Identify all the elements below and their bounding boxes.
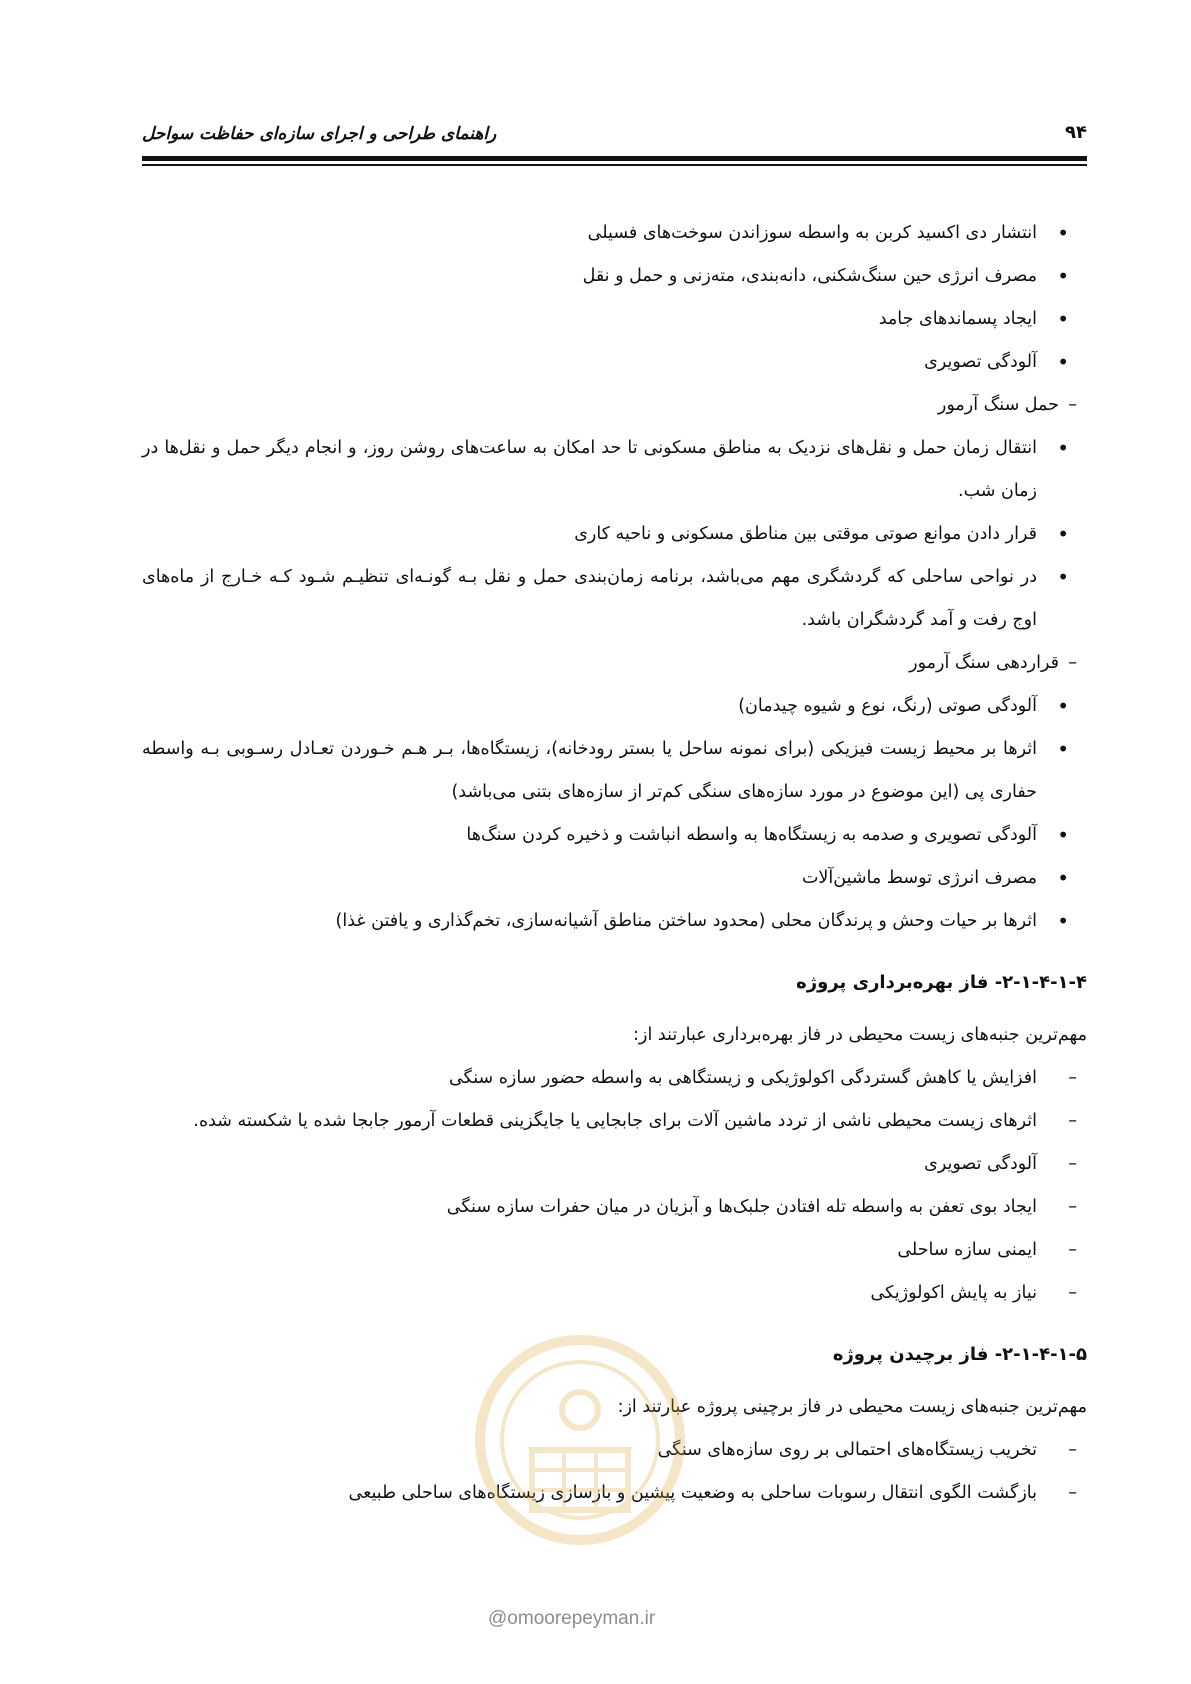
section-heading: ۲-۱-۴-۱-۵- فاز برچیدن پروژه xyxy=(832,1344,1087,1365)
at-icon: @ xyxy=(488,1608,508,1629)
dash-item: – ایجاد بوی تعفن به واسطه تله افتادن جلبک‌ها و آبزیان در میان حفرات سازه سنگی xyxy=(142,1186,1087,1229)
list-item: • اثرها بر محیط زیست فیزیکی (برای نمونه ساحل یا بستر رودخانه)، زیستگاه‌ها، بـر هـم خـوردن تعـادل رسـوبی بـه واسطه حفاری پی (این موضوع در مورد سازه‌های سنگی کم‌تر از سازه‌های بتنی می‌باشد) xyxy=(142,728,1087,814)
page-number: ۹۴ xyxy=(1065,122,1087,143)
dash-item: – نیاز به پایش اکولوژیکی xyxy=(142,1272,1087,1315)
watermark-seal-icon xyxy=(470,1330,690,1590)
dash-item: – تخریب زیستگاه‌های احتمالی بر روی سازه‌های سنگی xyxy=(142,1429,1087,1472)
dash-item: – قراردهی سنگ آرمور xyxy=(142,642,1087,685)
dash-item: – ایمنی سازه ساحلی xyxy=(142,1229,1087,1272)
dash-item: – حمل سنگ آرمور xyxy=(142,384,1087,427)
list-item: • اثرها بر حیات وحش و پرندگان محلی (محدود ساختن مناطق آشیانه‌سازی، تخم‌گذاری و یافتن غذا) xyxy=(142,900,1087,943)
book-title: راهنمای طراحی و اجرای سازه‌ای حفاظت سواحل xyxy=(142,124,497,144)
watermark-site-text: omoorepeyman.ir xyxy=(507,1608,656,1629)
list-item: • مصرف انرژی توسط ماشین‌آلات xyxy=(142,857,1087,900)
paragraph: مهم‌ترین جنبه‌های زیست محیطی در فاز بهره‌برداری عبارتند از: xyxy=(633,1025,1087,1045)
header-rule-thick xyxy=(142,156,1087,161)
dash-item: – آلودگی تصویری xyxy=(142,1143,1087,1186)
watermark-site xyxy=(488,1608,655,1630)
page-header xyxy=(142,118,1087,152)
list-item: • انتقال زمان حمل و نقل‌های نزدیک به مناطق مسکونی تا حد امکان به ساعت‌های روشن روز، و انجام دیگر حمل و نقل‌ها در زمان شب. xyxy=(142,427,1087,513)
section-heading: ۲-۱-۴-۱-۴- فاز بهره‌برداری پروژه xyxy=(796,972,1087,993)
list-item: • مصرف انرژی حین سنگ‌شکنی، دانه‌بندی، مته‌زنی و حمل و نقل xyxy=(142,255,1087,298)
dash-item: – افزایش یا کاهش گستردگی اکولوژیکی و زیستگاهی به واسطه حضور سازه سنگی xyxy=(142,1057,1087,1100)
paragraph: مهم‌ترین جنبه‌های زیست محیطی در فاز برچینی پروژه عبارتند از: xyxy=(617,1397,1087,1417)
list-item: • آلودگی تصویری xyxy=(142,341,1087,384)
list-item: • آلودگی تصویری و صدمه به زیستگاه‌ها به واسطه انباشت و ذخیره کردن سنگ‌ها xyxy=(142,814,1087,857)
list-item: • آلودگی صوتی (رنگ، نوع و شیوه چیدمان) xyxy=(142,685,1087,728)
dash-item: – بازگشت الگوی انتقال رسوبات ساحلی به وضعیت پیشین و بازسازی زیستگاه‌های ساحلی طبیعی xyxy=(142,1472,1087,1515)
list-item: • قرار دادن موانع صوتی موقتی بین مناطق مسکونی و ناحیه کاری xyxy=(142,513,1087,556)
dash-item: – اثرهای زیست محیطی ناشی از تردد ماشین آلات برای جابجایی یا جایگزینی قطعات آرمور جابجا شده یا شکسته شده. xyxy=(142,1100,1087,1143)
list-item: • ایجاد پسماندهای جامد xyxy=(142,298,1087,341)
page-content xyxy=(142,212,1087,1515)
list-item: • در نواحی ساحلی که گردشگری مهم می‌باشد، برنامه زمان‌بندی حمل و نقل بـه گونـه‌ای تنظیـم شـود کـه خـارج از ماه‌های اوج رفت و آمد گردشگران باشد. xyxy=(142,556,1087,642)
list-item: • انتشار دی اکسید کربن به واسطه سوزاندن سوخت‌های فسیلی xyxy=(142,212,1087,255)
header-rule-thin xyxy=(142,164,1087,166)
